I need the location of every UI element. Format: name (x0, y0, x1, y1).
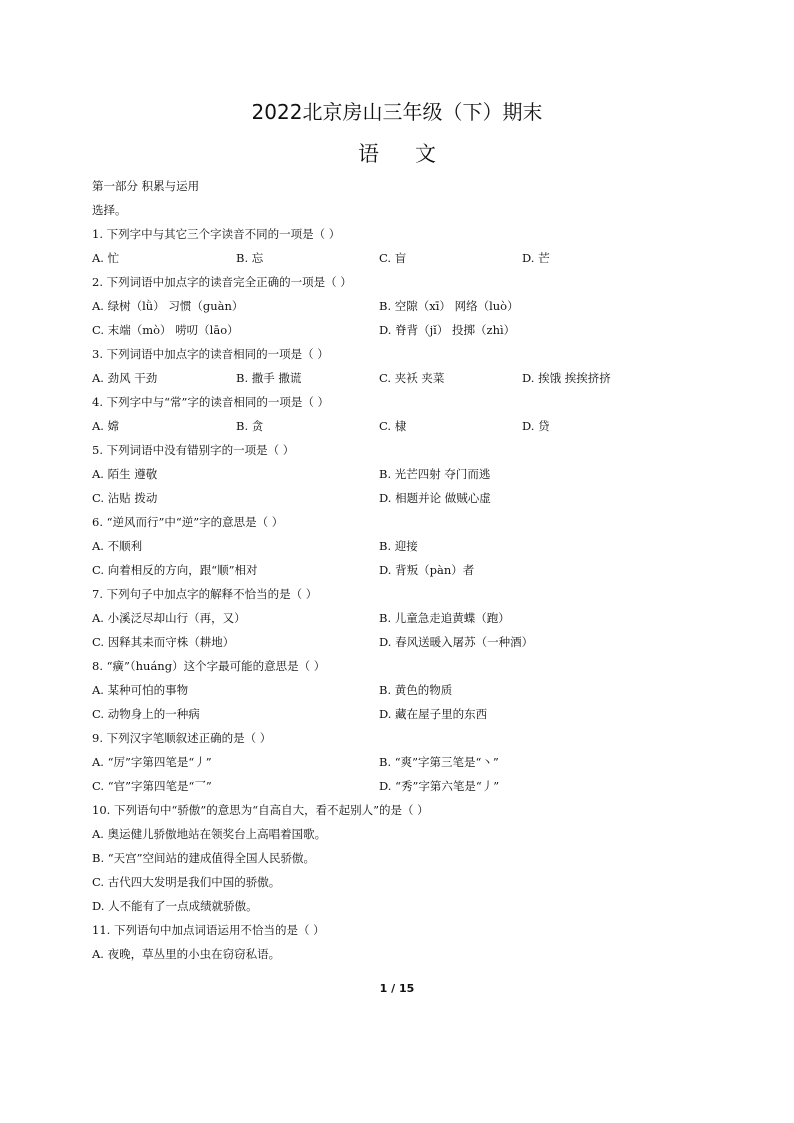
option: B. 忘 (236, 251, 264, 265)
page-title: 2022北京房山三年级（下）期末 (251, 100, 543, 124)
section-type: 选择。 (92, 203, 127, 217)
option-row (92, 750, 712, 774)
option: A. 陌生 遵敬 (92, 467, 158, 481)
question-stem: 8. “癀”（huáng）这个字最可能的意思是（ ） (92, 659, 326, 673)
option-row (92, 246, 712, 270)
option-line: C. 古代四大发明是我们中国的骄傲。 (92, 875, 281, 889)
question-stem: 9. 下列汉字笔顺叙述正确的是（ ） (92, 731, 272, 745)
option: C. 动物身上的一种病 (92, 707, 200, 721)
option: D. 脊背（jǐ） 投掷（zhì） (379, 323, 516, 337)
option: B. 儿童急走追黄蝶（跑） (379, 611, 510, 625)
option-line: B. “天宫”空间站的建成值得全国人民骄傲。 (92, 851, 316, 865)
option: A. 不顺利 (92, 539, 143, 553)
option-row (92, 486, 712, 510)
option: B. 黄色的物质 (379, 683, 453, 697)
question-stem: 6. “逆风而行”中“逆”字的意思是（ ） (92, 515, 284, 529)
option: D. 挨饿 挨挨挤挤 (522, 371, 611, 385)
option: C. 末端（mò） 唠叨（lāo） (92, 323, 239, 337)
option: A. 绿树（lǜ） 习惯（guàn） (92, 299, 244, 313)
option: B. 撒手 撒谎 (236, 371, 302, 385)
option: D. 相题并论 做贼心虚 (379, 491, 491, 505)
option-line: A. 奥运健儿骄傲地站在领奖台上高唱着国歌。 (92, 827, 327, 841)
option-row (92, 630, 712, 654)
option-row (92, 414, 712, 438)
question-stem: 11. 下列语句中加点词语运用不恰当的是（ ） (92, 923, 325, 937)
section-heading: 第一部分 积累与运用 (92, 179, 200, 193)
question-stem: 1. 下列字中与其它三个字读音不同的一项是（ ） (92, 227, 341, 241)
option-row (92, 606, 712, 630)
question-stem: 10. 下列语句中“骄傲”的意思为“自高自大，看不起别人”的是（ ） (92, 803, 429, 817)
option: B. 贪 (236, 419, 264, 433)
option-row (92, 462, 712, 486)
option: D. “秀”字第六笔是“丿” (379, 779, 500, 793)
option: B. “爽”字第三笔是“丶” (379, 755, 499, 769)
option-row (92, 294, 712, 318)
option-row (92, 366, 712, 390)
question-stem: 4. 下列字中与“常”字的读音相同的一项是（ ） (92, 395, 330, 409)
option: A. 劲风 干劲 (92, 371, 158, 385)
option: D. 春风送暖入屠苏（一种酒） (379, 635, 534, 649)
option-line: D. 人不能有了一点成绩就骄傲。 (92, 899, 258, 913)
option: A. 某种可怕的事物 (92, 683, 189, 697)
option: C. 因释其耒而守株（耕地） (92, 635, 235, 649)
question-stem: 7. 下列句子中加点字的解释不恰当的是（ ） (92, 587, 318, 601)
option-line: A. 夜晚，草丛里的小虫在窃窃私语。 (92, 947, 281, 961)
question-stem: 3. 下列词语中加点字的读音相同的一项是（ ） (92, 347, 329, 361)
subject-heading: 语文 (358, 142, 472, 166)
option: B. 光芒四射 夺门而逃 (379, 467, 491, 481)
option: C. 夹袄 夹菜 (379, 371, 445, 385)
option: B. 迎接 (379, 539, 418, 553)
option: D. 贷 (522, 419, 550, 433)
option-row (92, 534, 712, 558)
option: C. “官”字第四笔是“乛” (92, 779, 212, 793)
option-row (92, 558, 712, 582)
option: B. 空隙（xī） 网络（luò） (379, 299, 519, 313)
option: C. 盲 (379, 251, 407, 265)
option-row (92, 774, 712, 798)
question-stem: 5. 下列词语中没有错别字的一项是（ ） (92, 443, 295, 457)
option: D. 藏在屋子里的东西 (379, 707, 488, 721)
option-row (92, 318, 712, 342)
page-number: 1 / 15 (379, 982, 415, 995)
option: D. 背叛（pàn）者 (379, 563, 475, 577)
option: A. 嫦 (92, 419, 120, 433)
option: C. 沾贴 拨动 (92, 491, 158, 505)
exam-body (92, 174, 712, 966)
option: C. 棣 (379, 419, 407, 433)
option: A. 忙 (92, 251, 120, 265)
option: C. 向着相反的方向，跟“顺”相对 (92, 563, 258, 577)
question-stem: 2. 下列词语中加点字的读音完全正确的一项是（ ） (92, 275, 352, 289)
option-row (92, 678, 712, 702)
option-row (92, 702, 712, 726)
option: A. 小溪泛尽却山行（再，又） (92, 611, 246, 625)
option: A. “厉”字第四笔是“丿” (92, 755, 212, 769)
option: D. 芒 (522, 251, 550, 265)
